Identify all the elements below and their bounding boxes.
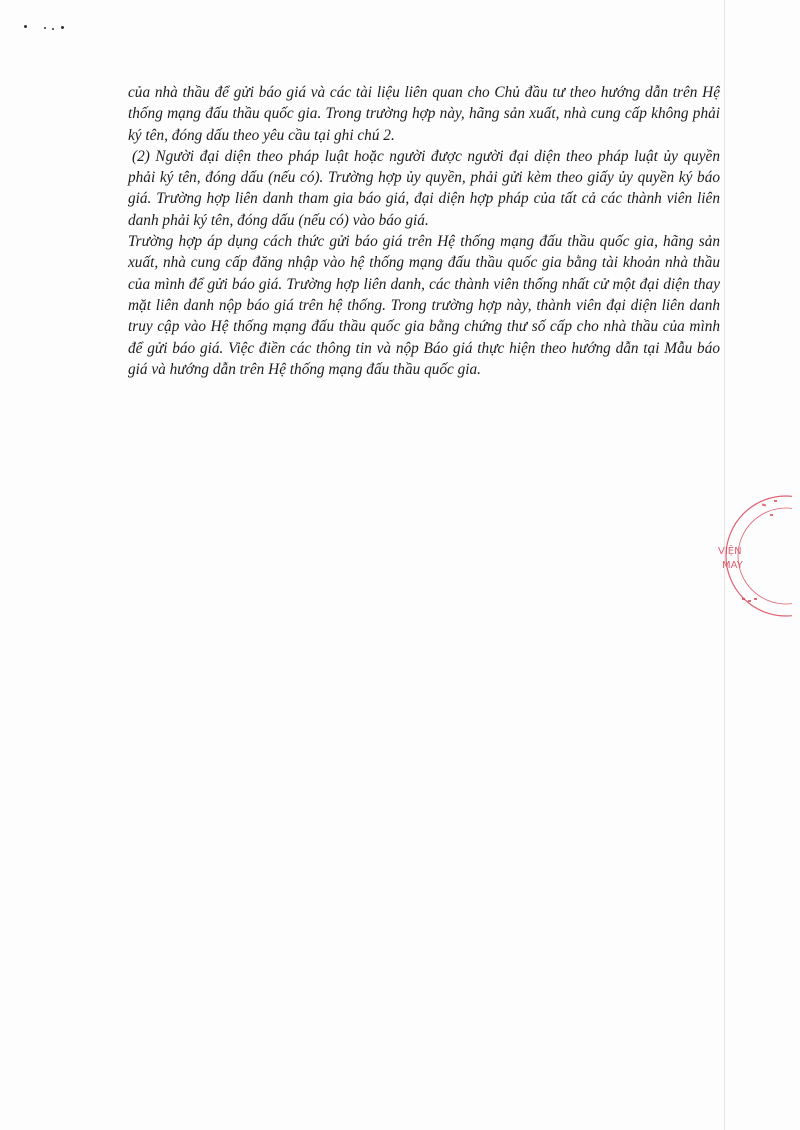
document-body: [128, 82, 720, 380]
scan-specks: [24, 20, 74, 34]
seal-text-line1: VIỆN: [718, 546, 742, 557]
red-seal-stamp: [712, 494, 792, 624]
scan-speck: [61, 26, 64, 29]
seal-text-line2: MAY: [722, 560, 743, 571]
scan-speck: [44, 27, 46, 29]
scan-speck: [24, 25, 27, 28]
seal-graphic: [712, 494, 792, 624]
paragraph-note-2: (2) Người đại diện theo pháp luật hoặc người được người đại diện theo pháp luật ủy quyền phải ký tên, đóng dấu (nếu có). Trường hợp ủy quyền, phải gửi kèm theo giấy ủy quyền ký báo giá. Trường hợp liên danh tham gia báo giá, đại diện hợp pháp của tất cả các thành viên liên danh phải ký tên, đóng dấu (nếu có) vào báo giá.: [128, 147, 720, 229]
paragraph-continuation: của nhà thầu để gửi báo giá và các tài liệu liên quan cho Chủ đầu tư theo hướng dẫn trên Hệ thống mạng đấu thầu quốc gia. Trong trường hợp này, hãng sản xuất, nhà cung cấp không phải ký tên, đóng dấu theo yêu cầu tại ghi chú 2.: [128, 84, 720, 144]
paragraph-online-submission: Trường hợp áp dụng cách thức gửi báo giá trên Hệ thống mạng đấu thầu quốc gia, hãng sản xuất, nhà cung cấp đăng nhập vào hệ thống mạng đấu thầu quốc gia bằng tài khoản nhà thầu của mình để gửi báo giá. Trường hợp liên danh, các thành viên thống nhất cử một đại diện thay mặt liên danh nộp báo giá trên hệ thống. Trong trường hợp này, thành viên đại diện liên danh truy cập vào Hệ thống mạng đấu thầu quốc gia bằng chứng thư số cấp cho nhà thầu của mình để gửi báo giá. Việc điền các thông tin và nộp Báo giá thực hiện theo hướng dẫn tại Mẫu báo giá và hướng dẫn trên Hệ thống mạng đấu thầu quốc gia.: [128, 233, 720, 378]
scan-speck: [52, 28, 54, 30]
